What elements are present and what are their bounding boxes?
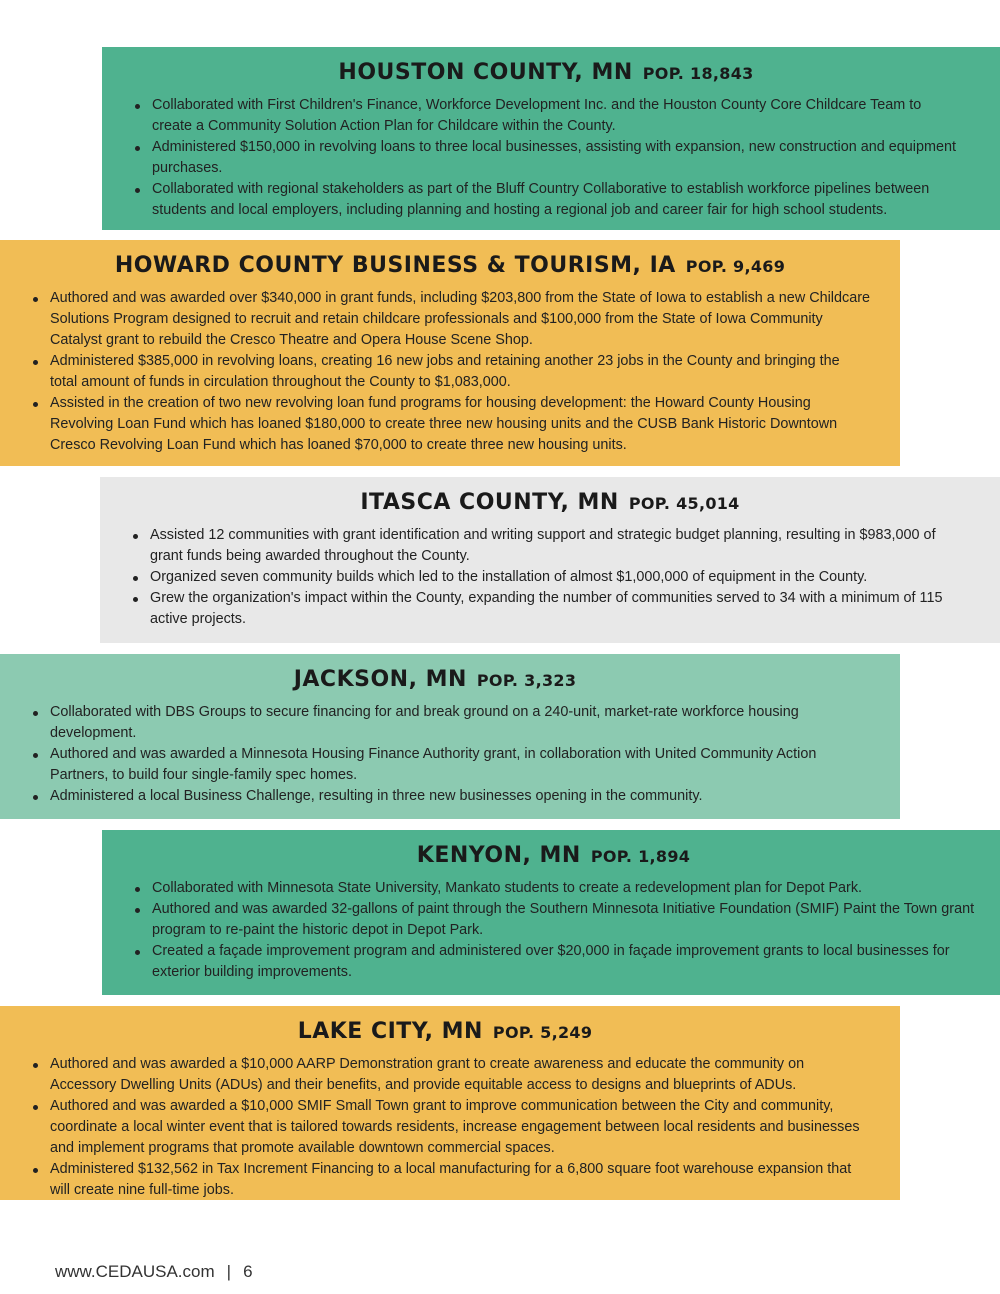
section-itasca-county	[100, 477, 1000, 643]
section-title	[132, 62, 960, 84]
list-item: Administered $150,000 in revolving loans to three local businesses, assisting with expansion, new construction and equipment purchases.	[132, 137, 960, 179]
section-jackson	[0, 654, 900, 819]
section-title	[30, 255, 870, 277]
section-howard-county	[0, 240, 900, 466]
footer-separator: |	[226, 1262, 232, 1281]
bullet-list	[132, 878, 975, 983]
section-houston-county	[102, 47, 1000, 230]
page-number: 6	[243, 1262, 253, 1281]
list-item: Administered $132,562 in Tax Increment Financing to a local manufacturing for a 6,800 square foot warehouse expansion that will create nine full-time jobs.	[30, 1159, 860, 1201]
section-name: HOUSTON COUNTY, MN	[338, 60, 633, 85]
list-item: Authored and was awarded over $340,000 in grant funds, including $203,800 from the State of Iowa to establish a new Childcare Solutions Program designed to recruit and retain childcare professionals and $100,000 from the State of Iowa Community Catalyst grant to rebuild the Cresco Theatre and Opera House Scene Shop.	[30, 288, 870, 351]
section-name: HOWARD COUNTY BUSINESS & TOURISM, IA	[114, 253, 676, 278]
bullet-list	[132, 95, 960, 221]
section-title	[130, 492, 970, 514]
list-item: Collaborated with First Children's Finance, Workforce Development Inc. and the Houston County Core Childcare Team to create a Community Solution Action Plan for Childcare within the County.	[132, 95, 960, 137]
section-population: POP. 1,894	[590, 847, 691, 866]
page-footer	[55, 1262, 253, 1282]
bullet-list	[130, 525, 970, 630]
list-item: Collaborated with DBS Groups to secure financing for and break ground on a 240-unit, market-rate workforce housing development.	[30, 702, 840, 744]
list-item: Authored and was awarded a $10,000 AARP Demonstration grant to create awareness and educate the community on Accessory Dwelling Units (ADUs) and their benefits, and provide equitable access to designs and blueprints of ADUs.	[30, 1054, 860, 1096]
list-item: Grew the organization's impact within the County, expanding the number of communities served to 34 with a minimum of 115 active projects.	[130, 588, 970, 630]
section-title	[132, 845, 975, 867]
section-title	[30, 669, 840, 691]
list-item: Organized seven community builds which led to the installation of almost $1,000,000 of equipment in the County.	[130, 567, 970, 588]
footer-url[interactable]: www.CEDAUSA.com	[55, 1262, 215, 1281]
bullet-list	[30, 702, 840, 807]
list-item: Authored and was awarded a $10,000 SMIF Small Town grant to improve communication between the City and community, coordinate a local winter event that is tailored towards residents, increase engagement between local residents and businesses and implement programs that promote available downtown commercial spaces.	[30, 1096, 860, 1159]
list-item: Administered a local Business Challenge, resulting in three new businesses opening in the community.	[30, 786, 840, 807]
section-population: POP. 5,249	[492, 1023, 593, 1042]
section-population: POP. 3,323	[476, 671, 577, 690]
section-lake-city	[0, 1006, 900, 1200]
list-item: Collaborated with regional stakeholders as part of the Bluff Country Collaborative to establish workforce pipelines between students and local employers, including planning and hosting a regional job and career fair for high school students.	[132, 179, 960, 221]
list-item: Authored and was awarded a Minnesota Housing Finance Authority grant, in collaboration with United Community Action Partners, to build four single-family spec homes.	[30, 744, 840, 786]
list-item: Authored and was awarded 32-gallons of paint through the Southern Minnesota Initiative Foundation (SMIF) Paint the Town grant program to re-paint the historic depot in Depot Park.	[132, 899, 975, 941]
section-name: KENYON, MN	[416, 843, 581, 868]
list-item: Created a façade improvement program and administered over $20,000 in façade improvement grants to local businesses for exterior building improvements.	[132, 941, 975, 983]
section-kenyon	[102, 830, 1000, 995]
section-name: ITASCA COUNTY, MN	[360, 490, 619, 515]
list-item: Assisted 12 communities with grant identification and writing support and strategic budget planning, resulting in $983,000 of grant funds being awarded throughout the County.	[130, 525, 970, 567]
list-item: Administered $385,000 in revolving loans, creating 16 new jobs and retaining another 23 jobs in the County and bringing the total amount of funds in circulation throughout the County to $1,083,000.	[30, 351, 870, 393]
list-item: Collaborated with Minnesota State University, Mankato students to create a redevelopment plan for Depot Park.	[132, 878, 975, 899]
section-population: POP. 18,843	[642, 64, 754, 83]
bullet-list	[30, 288, 870, 456]
list-item: Assisted in the creation of two new revolving loan fund programs for housing development: the Howard County Housing Revolving Loan Fund which has loaned $180,000 to create three new housing units and the CUSB Bank Historic Downtown Cresco Revolving Loan Fund which has loaned $70,000 to create three new housing units.	[30, 393, 870, 456]
bullet-list	[30, 1054, 860, 1201]
section-population: POP. 45,014	[628, 494, 740, 513]
section-title	[30, 1021, 860, 1043]
section-population: POP. 9,469	[685, 257, 786, 276]
section-name: JACKSON, MN	[293, 667, 467, 692]
section-name: LAKE CITY, MN	[297, 1019, 483, 1044]
